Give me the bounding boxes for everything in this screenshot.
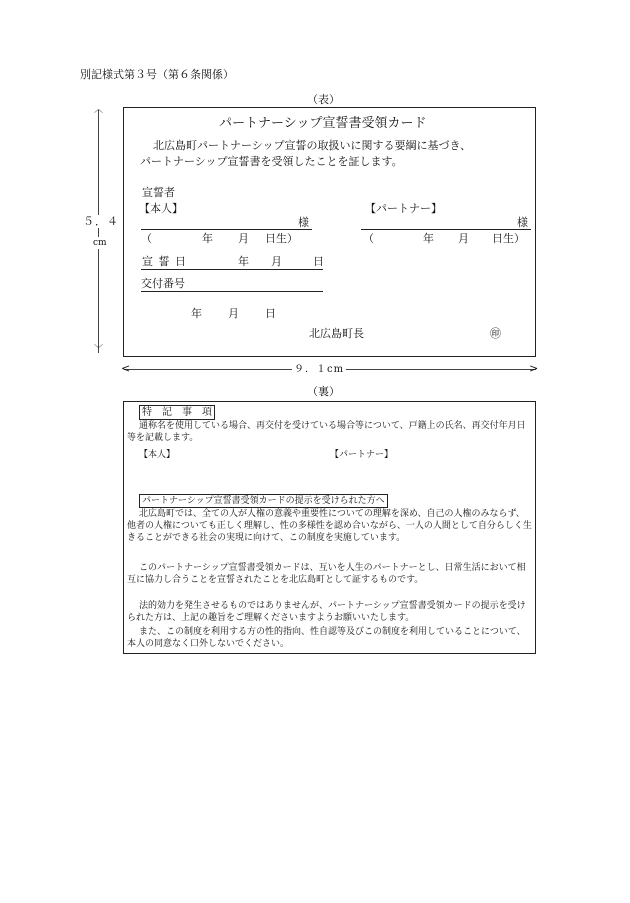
height-value: ５．４	[83, 215, 119, 228]
front-side-label: （表）	[307, 93, 340, 106]
person-label: 【本人】	[139, 202, 183, 215]
issue-date-month: 月	[228, 307, 239, 320]
notes-title: 特 記 事 項	[139, 405, 215, 420]
partner-birth-year: 年	[423, 232, 434, 245]
person-name-line	[141, 229, 312, 230]
height-unit: cm	[93, 238, 107, 248]
partner-honorific: 様	[517, 216, 528, 229]
person-birth-open: （	[141, 232, 152, 245]
request-paragraph-3: 法的効力を発生させるものではありませんが、パートナーシップ宣誓書受領カードの提示を受けられた方は、上記の趣旨をご理解くださいますようお願いいたします。	[127, 601, 526, 623]
card-title: パートナーシップ宣誓書受領カード	[219, 116, 427, 131]
statement-line-1: 北広島町パートナーシップ宣誓の取扱いに関する要綱に基づき、	[153, 139, 472, 152]
issue-number-line	[141, 291, 323, 292]
oath-date-year: 年	[238, 255, 249, 268]
height-dimension-line	[98, 110, 99, 353]
person-honorific: 様	[298, 216, 309, 229]
form-number-title: 別記様式第３号（第６条関係）	[80, 68, 234, 81]
partner-birth-day: 日生）	[492, 232, 525, 245]
oath-date-day: 日	[313, 255, 324, 268]
partner-birth-open: （	[363, 232, 374, 245]
width-value: ９．１cm	[294, 364, 345, 375]
request-paragraph-1: 北広島町では、全ての人が人権の意義や重要性についての理解を深め、自己の人権のみならず、他者の人権についても正しく理解し、性の多様性を認め合いながら、一人の人間として自分らしく生きることができる社会の実現に向けて、この制度を実施しています。	[127, 509, 532, 543]
notes-text: 通称名を使用している場合、再交付を受けている場合等について、戸籍上の氏名、再交付年月日等を記載します。	[127, 421, 526, 443]
oath-date-label: 宣 誓 日	[142, 255, 187, 268]
issuer-name: 北広島町長	[309, 327, 364, 340]
swearer-label: 宣誓者	[142, 186, 175, 199]
back-side-label: （裏）	[307, 385, 340, 398]
arrow-up-icon: ︿	[94, 105, 104, 115]
partner-label: 【パートナー】	[365, 202, 442, 215]
arrow-left-icon: <	[121, 362, 131, 375]
request-paragraph-4: また、この制度を利用する方の性的指向、性自認等及びこの制度を利用していることについて、本人の同意なく口外しないでください。	[127, 627, 526, 649]
oath-date-line	[141, 269, 323, 270]
person-birth-year: 年	[202, 232, 213, 245]
arrow-down-icon: ﹀	[94, 345, 104, 355]
seal-mark: ㊞	[490, 327, 501, 340]
back-person-label: 【本人】	[139, 450, 176, 460]
request-paragraph-2: このパートナーシップ宣誓書受領カードは、互いを人生のパートナーとし、日常生活において相互に協力し合うことを宣誓されたことを北広島町として証するものです。	[127, 563, 526, 585]
partner-name-line	[361, 229, 531, 230]
issue-date-day: 日	[265, 307, 276, 320]
request-title: パートナーシップ宣誓書受領カードの提示を受けられた方へ	[139, 494, 388, 508]
issue-number-label: 交付番号	[141, 277, 185, 290]
person-birth-month: 月	[238, 232, 249, 245]
partner-birth-month: 月	[458, 232, 469, 245]
back-partner-label: 【パートナー】	[330, 450, 394, 460]
arrow-right-icon: >	[529, 362, 539, 375]
person-birth-day: 日生）	[265, 232, 298, 245]
statement-line-2: パートナーシップ宣誓書を受領したことを証します。	[140, 155, 403, 168]
oath-date-month: 月	[271, 255, 282, 268]
issue-date-year: 年	[191, 307, 202, 320]
